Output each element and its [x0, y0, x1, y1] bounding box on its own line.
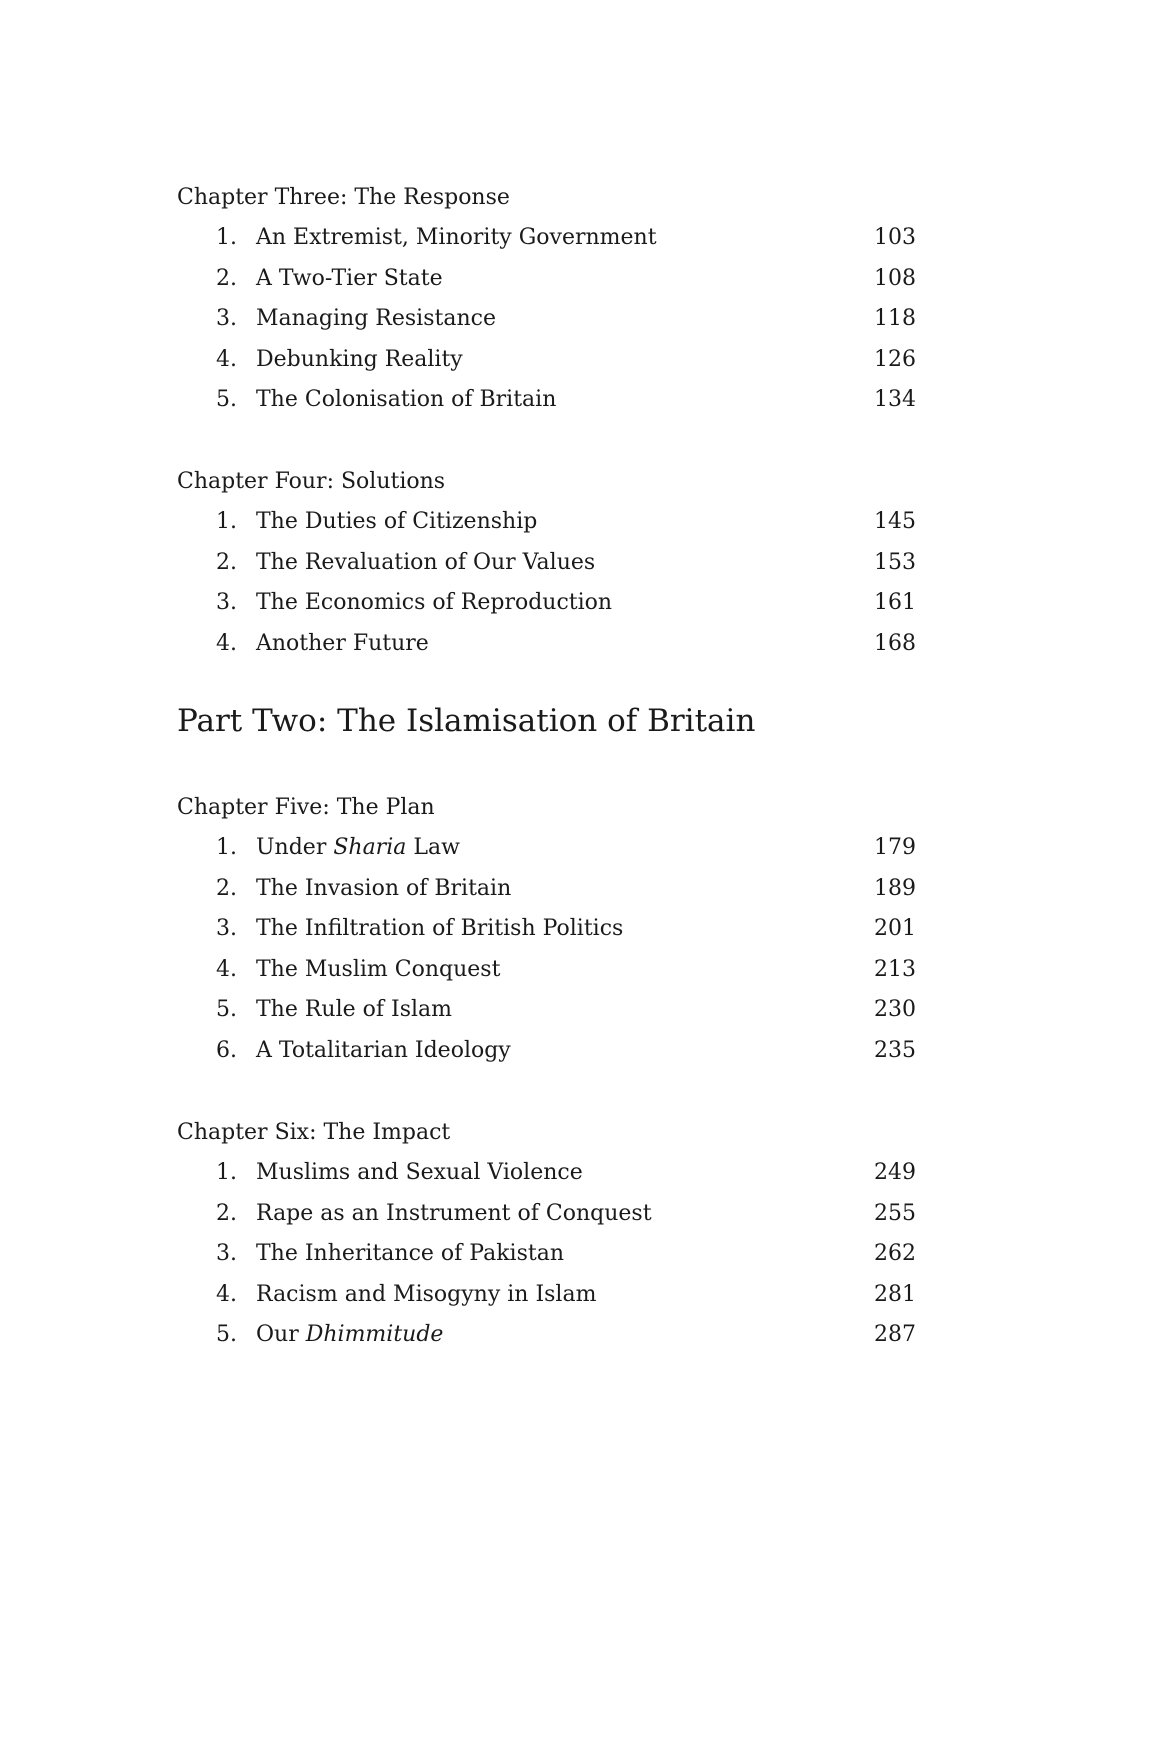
toc-entry[interactable] [177, 340, 937, 381]
entry-page-number: 118 [874, 306, 916, 331]
toc-entry[interactable] [177, 259, 937, 300]
toc-entry[interactable] [177, 1194, 937, 1235]
entry-number: 6. [216, 1037, 237, 1063]
entry-title: The Muslim Conquest [256, 956, 501, 982]
entry-title-prefix: Under [256, 835, 334, 860]
entry-title-suffix: Law [406, 835, 460, 860]
entry-page-number: 134 [874, 387, 916, 412]
entry-page-number: 108 [874, 265, 916, 291]
entry-title: The Rule of Islam [256, 997, 453, 1022]
entry-page-number: 179 [874, 835, 916, 860]
entry-number: 5. [216, 387, 237, 412]
entry-page-number: 126 [874, 346, 916, 372]
toc-entry[interactable] [177, 1315, 937, 1356]
chapter-four-section [177, 462, 937, 664]
entry-page-number: 161 [874, 590, 916, 615]
entry-title: The Revaluation of Our Values [256, 549, 596, 575]
toc-entry[interactable] [177, 1234, 937, 1275]
toc-entry[interactable] [177, 1031, 937, 1072]
toc-entry[interactable] [177, 218, 937, 259]
toc-entry[interactable] [177, 543, 937, 584]
entry-title [256, 1315, 443, 1356]
entry-title: Muslims and Sexual Violence [256, 1160, 583, 1185]
entry-page-number: 281 [874, 1281, 916, 1307]
toc-entry[interactable] [177, 869, 937, 910]
toc-entry[interactable] [177, 380, 937, 421]
entry-number: 5. [216, 1322, 237, 1347]
entry-title [256, 828, 460, 869]
part-two-heading: Part Two: The Islamisation of Britain [177, 703, 756, 739]
entry-page-number: 189 [874, 875, 916, 901]
entry-number: 3. [216, 916, 237, 941]
toc-entry[interactable] [177, 909, 937, 950]
entry-title: A Totalitarian Ideology [256, 1037, 511, 1063]
entry-number: 4. [216, 346, 237, 372]
entry-page-number: 145 [874, 509, 916, 534]
entry-number: 1. [216, 1160, 237, 1185]
toc-entry[interactable] [177, 990, 937, 1031]
entry-title: The Colonisation of Britain [256, 387, 557, 412]
toc-entry[interactable] [177, 299, 937, 340]
entry-number: 1. [216, 509, 237, 534]
entry-number: 1. [216, 225, 237, 250]
entry-number: 4. [216, 630, 237, 656]
chapter-six-section [177, 1113, 937, 1356]
entry-title: The Infiltration of British Politics [256, 916, 624, 941]
entry-number: 2. [216, 265, 237, 291]
toc-entry[interactable] [177, 502, 937, 543]
entry-title: An Extremist, Minority Government [256, 225, 657, 250]
entry-title: The Duties of Citizenship [256, 509, 538, 534]
entry-title: The Invasion of Britain [256, 875, 512, 901]
entry-number: 3. [216, 306, 237, 331]
entry-page-number: 153 [874, 549, 916, 575]
entry-page-number: 287 [874, 1322, 916, 1347]
entry-title: Debunking Reality [256, 346, 463, 372]
entry-number: 3. [216, 1241, 237, 1266]
entry-number: 2. [216, 1200, 237, 1226]
entry-number: 5. [216, 997, 237, 1022]
entry-title: A Two-Tier State [256, 265, 443, 291]
entry-page-number: 201 [874, 916, 916, 941]
entry-title-prefix: Our [256, 1322, 306, 1347]
entry-page-number: 213 [874, 956, 916, 982]
entry-number: 1. [216, 835, 237, 860]
entry-title: The Inheritance of Pakistan [256, 1241, 565, 1266]
entry-title: Rape as an Instrument of Conquest [256, 1200, 652, 1226]
entry-page-number: 262 [874, 1241, 916, 1266]
entry-number: 2. [216, 875, 237, 901]
entry-title-italic: Dhimmitude [305, 1322, 444, 1347]
entry-page-number: 255 [874, 1200, 916, 1226]
entry-number: 3. [216, 590, 237, 615]
chapter-five-section [177, 788, 937, 1071]
chapter-five-title: Chapter Five: The Plan [177, 795, 435, 820]
entry-number: 4. [216, 1281, 237, 1307]
chapter-six-title: Chapter Six: The Impact [177, 1120, 451, 1145]
chapter-three-section [177, 178, 937, 421]
entry-title: Another Future [256, 630, 429, 656]
entry-title: Racism and Misogyny in Islam [256, 1281, 597, 1307]
entry-title: The Economics of Reproduction [256, 590, 613, 615]
entry-page-number: 103 [874, 225, 916, 250]
entry-page-number: 249 [874, 1160, 916, 1185]
toc-entry[interactable] [177, 1275, 937, 1316]
entry-title-italic: Sharia [333, 835, 407, 860]
entry-number: 4. [216, 956, 237, 982]
entry-page-number: 235 [874, 1037, 916, 1063]
entry-page-number: 168 [874, 630, 916, 656]
toc-entry[interactable] [177, 1153, 937, 1194]
entry-page-number: 230 [874, 997, 916, 1022]
toc-entry[interactable] [177, 828, 937, 869]
chapter-four-title: Chapter Four: Solutions [177, 469, 446, 494]
chapter-three-title: Chapter Three: The Response [177, 185, 510, 210]
toc-entry[interactable] [177, 950, 937, 991]
entry-title: Managing Resistance [256, 306, 496, 331]
toc-entry[interactable] [177, 583, 937, 624]
toc-entry[interactable] [177, 624, 937, 665]
entry-number: 2. [216, 549, 237, 575]
